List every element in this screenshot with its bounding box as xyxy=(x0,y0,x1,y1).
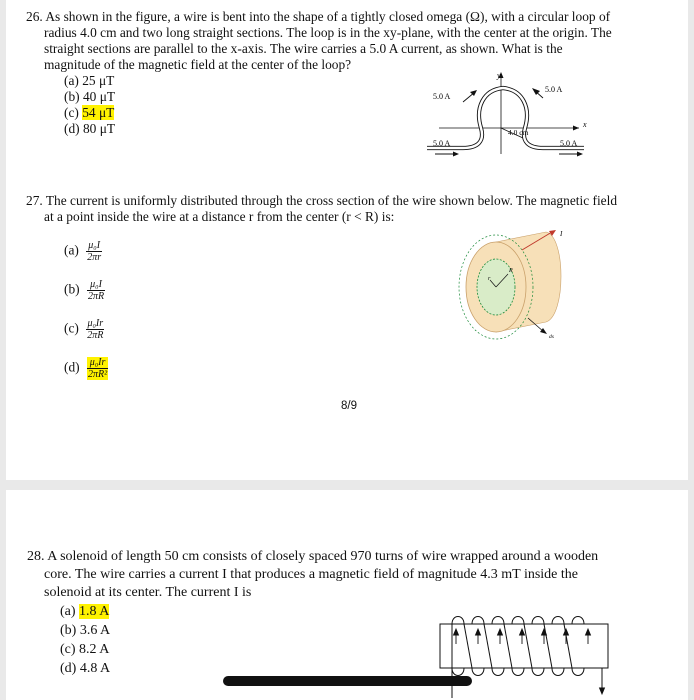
q26-option-b: (b) 40 μT xyxy=(64,89,116,104)
q27-highlighted-answer: $\frac{\text{μ₀Ir}}{\text{2πR²}}$ xyxy=(87,357,108,380)
cylinder-wire-figure xyxy=(454,222,578,352)
q27-line-2: at a point inside the wire at a distance r from the center (r < R) is: xyxy=(44,209,395,224)
q26-highlighted-answer: 54 μT xyxy=(82,105,115,120)
q27-option-a: (a) $\frac{\text{μ₀I}}{2\pi r}$ xyxy=(64,240,102,263)
q26-line-1: 26. As shown in the figure, a wire is bent into the shape of a tightly closed omega (Ω), with a circular loop of xyxy=(26,9,611,24)
q28-line-2: core. The wire carries a current I that produces a magnetic field of magnitude 4.3 mT inside the xyxy=(44,567,579,582)
label-I: I xyxy=(560,230,563,238)
label-r: r xyxy=(488,276,491,282)
scroll-indicator-bar[interactable] xyxy=(223,676,472,686)
axis-y-label: y xyxy=(497,71,501,80)
q26-option-a: (a) 25 μT xyxy=(64,73,115,88)
q27-line-1: 27. The current is uniformly distributed through the cross section of the wire shown below. The magnetic field xyxy=(26,193,618,208)
q28-option-d: (d) 4.8 A xyxy=(60,661,111,676)
current-label-bottom-left: 5.0 A xyxy=(433,139,451,148)
label-ds: ds xyxy=(549,334,554,340)
q26-line-3: straight sections are parallel to the x-axis. The wire carries a 5.0 A current, as shown. What is the xyxy=(44,41,563,56)
q27-option-c: (c) $\frac{\text{μ₀Ir}}{2\pi R}$ xyxy=(64,318,104,341)
q27-option-b: (b) $\frac{\text{μ₀I}}{2\pi R}$ xyxy=(64,279,105,302)
q28-line-1: 28. A solenoid of length 50 cm consists of closely spaced 970 turns of wire wrapped around a wooden xyxy=(27,549,599,564)
q26-line-2: radius 4.0 cm and two long straight sections. The loop is in the xy-plane, with the center at the origin. The xyxy=(44,25,612,40)
q26-line-4: magnitude of the magnetic field at the center of the loop? xyxy=(44,57,352,72)
label-R: R xyxy=(509,268,513,274)
page-number: 8/9 xyxy=(341,400,357,412)
current-label-bottom-right: 5.0 A xyxy=(560,139,578,148)
axis-x-label: x xyxy=(583,120,587,129)
q28-option-a: (a) 1.8 A xyxy=(60,604,110,619)
q26-option-d: (d) 80 μT xyxy=(64,121,116,136)
q28-line-3: solenoid at its center. The current I is xyxy=(44,585,252,600)
document-page-9 xyxy=(6,490,688,700)
q26-option-c: (c) 54 μT xyxy=(64,105,115,120)
q27-option-d: (d) $\frac{\text{μ₀Ir}}{\text{2πR²}}$ xyxy=(64,357,108,380)
document-page-8 xyxy=(6,0,688,480)
q28-option-c: (c) 8.2 A xyxy=(60,642,110,657)
q28-option-b: (b) 3.6 A xyxy=(60,623,111,638)
q28-highlighted-answer: 1.8 A xyxy=(79,604,110,619)
omega-loop-figure xyxy=(419,68,599,160)
current-label-top-right: 5.0 A xyxy=(545,85,563,94)
radius-label: 4.0 cm xyxy=(508,128,529,137)
current-label-top-left: 5.0 A xyxy=(433,92,451,101)
